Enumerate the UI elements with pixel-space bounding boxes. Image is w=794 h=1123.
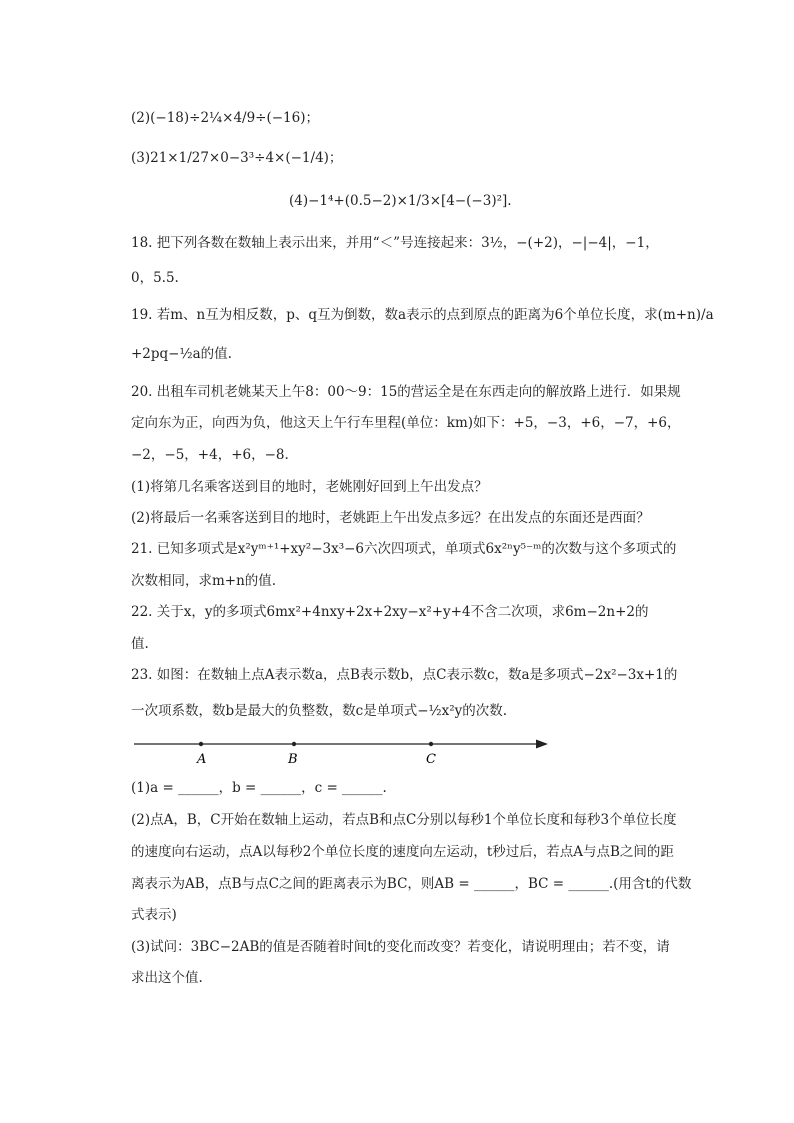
problem-17-2: (2)(−18)÷2¼×4/9÷(−16)； xyxy=(131,110,320,126)
problem-23-question1: (1)a = ______，b = ______，c = ______. xyxy=(131,780,387,796)
point-a-dot xyxy=(199,742,203,746)
point-a-label: A xyxy=(197,752,207,767)
problem-23-question2-line1: (2)点A，B，C开始在数轴上运动，若点B和点C分别以每秒1个单位长度和每秒3个单位长度 xyxy=(131,812,677,828)
problem-19-line2: +2pq−½a的值. xyxy=(131,346,232,362)
problem-21-line1: 21. 已知多项式是x²yᵐ⁺¹+xy²−3x³−6六次四项式，单项式6x²ⁿy⁵⁻ᵐ的次数与这个多项式的 xyxy=(131,541,677,557)
number-line-diagram xyxy=(130,735,560,769)
problem-23-question2-line3: 离表示为AB，点B与点C之间的距离表示为BC，则AB = ______，BC = ______.(用含t的代数 xyxy=(131,876,692,892)
problem-19-line1: 19. 若m、n互为相反数，p、q互为倒数，数a表示的点到原点的距离为6个单位长度，求(m+n)/a xyxy=(131,307,714,323)
problem-20-line2: 定向东为正，向西为负，他这天上午行车里程(单位：km)如下：+5，−3，+6，−7，+6， xyxy=(131,415,681,431)
problem-20-question1: (1)将第几名乘客送到目的地时，老姚刚好回到上午出发点？ xyxy=(131,479,488,495)
problem-17-4: (4)−1⁴+(0.5−2)×1/3×[4−(−3)²]. xyxy=(289,193,512,209)
problem-18-line2: 0，5.5. xyxy=(131,270,179,286)
problem-22-line2: 值. xyxy=(131,636,149,652)
point-c-label: C xyxy=(426,752,436,767)
problem-23-line1: 23. 如图：在数轴上点A表示数a，点B表示数b，点C表示数c，数a是多项式−2x²−3x+1的 xyxy=(131,667,678,683)
problem-18-line1: 18. 把下列各数在数轴上表示出来，并用“＜”号连接起来：3½，−(+2)，−|−4|，−1， xyxy=(131,235,659,251)
problem-23-question3-line2: 求出这个值. xyxy=(131,970,203,986)
problem-22-line1: 22. 关于x，y的多项式6mx²+4nxy+2x+2xy−x²+y+4不含二次项，求6m−2n+2的 xyxy=(131,604,649,620)
point-c-dot xyxy=(429,742,433,746)
problem-23-line2: 一次项系数，数b是最大的负整数，数c是单项式−½x²y的次数. xyxy=(131,703,508,719)
point-b-dot xyxy=(292,742,296,746)
problem-23-question2-line4: 式表示) xyxy=(131,907,177,923)
problem-23-question3-line1: (3)试问：3BC−2AB的值是否随着时间t的变化而改变？若变化，请说明理由；若不变，请 xyxy=(131,939,670,955)
problem-20-line3: −2，−5，+4，+6，−8. xyxy=(131,447,289,463)
problem-17-3: (3)21×1/27×0−3³÷4×(−1/4)； xyxy=(131,150,343,166)
point-b-label: B xyxy=(288,752,298,767)
problem-20-line1: 20. 出租车司机老姚某天上午8：00～9：15的营运全是在东西走向的解放路上进行．如果规 xyxy=(131,384,681,400)
problem-20-question2: (2)将最后一名乘客送到目的地时，老姚距上午出发点多远？在出发点的东面还是西面？ xyxy=(131,510,650,526)
problem-23-question2-line2: 的速度向右运动，点A以每秒2个单位长度的速度向左运动，t秒过后，若点A与点B之间的距 xyxy=(131,844,674,860)
problem-21-line2: 次数相同，求m+n的值. xyxy=(131,573,277,589)
number-line-arrow xyxy=(536,740,548,749)
